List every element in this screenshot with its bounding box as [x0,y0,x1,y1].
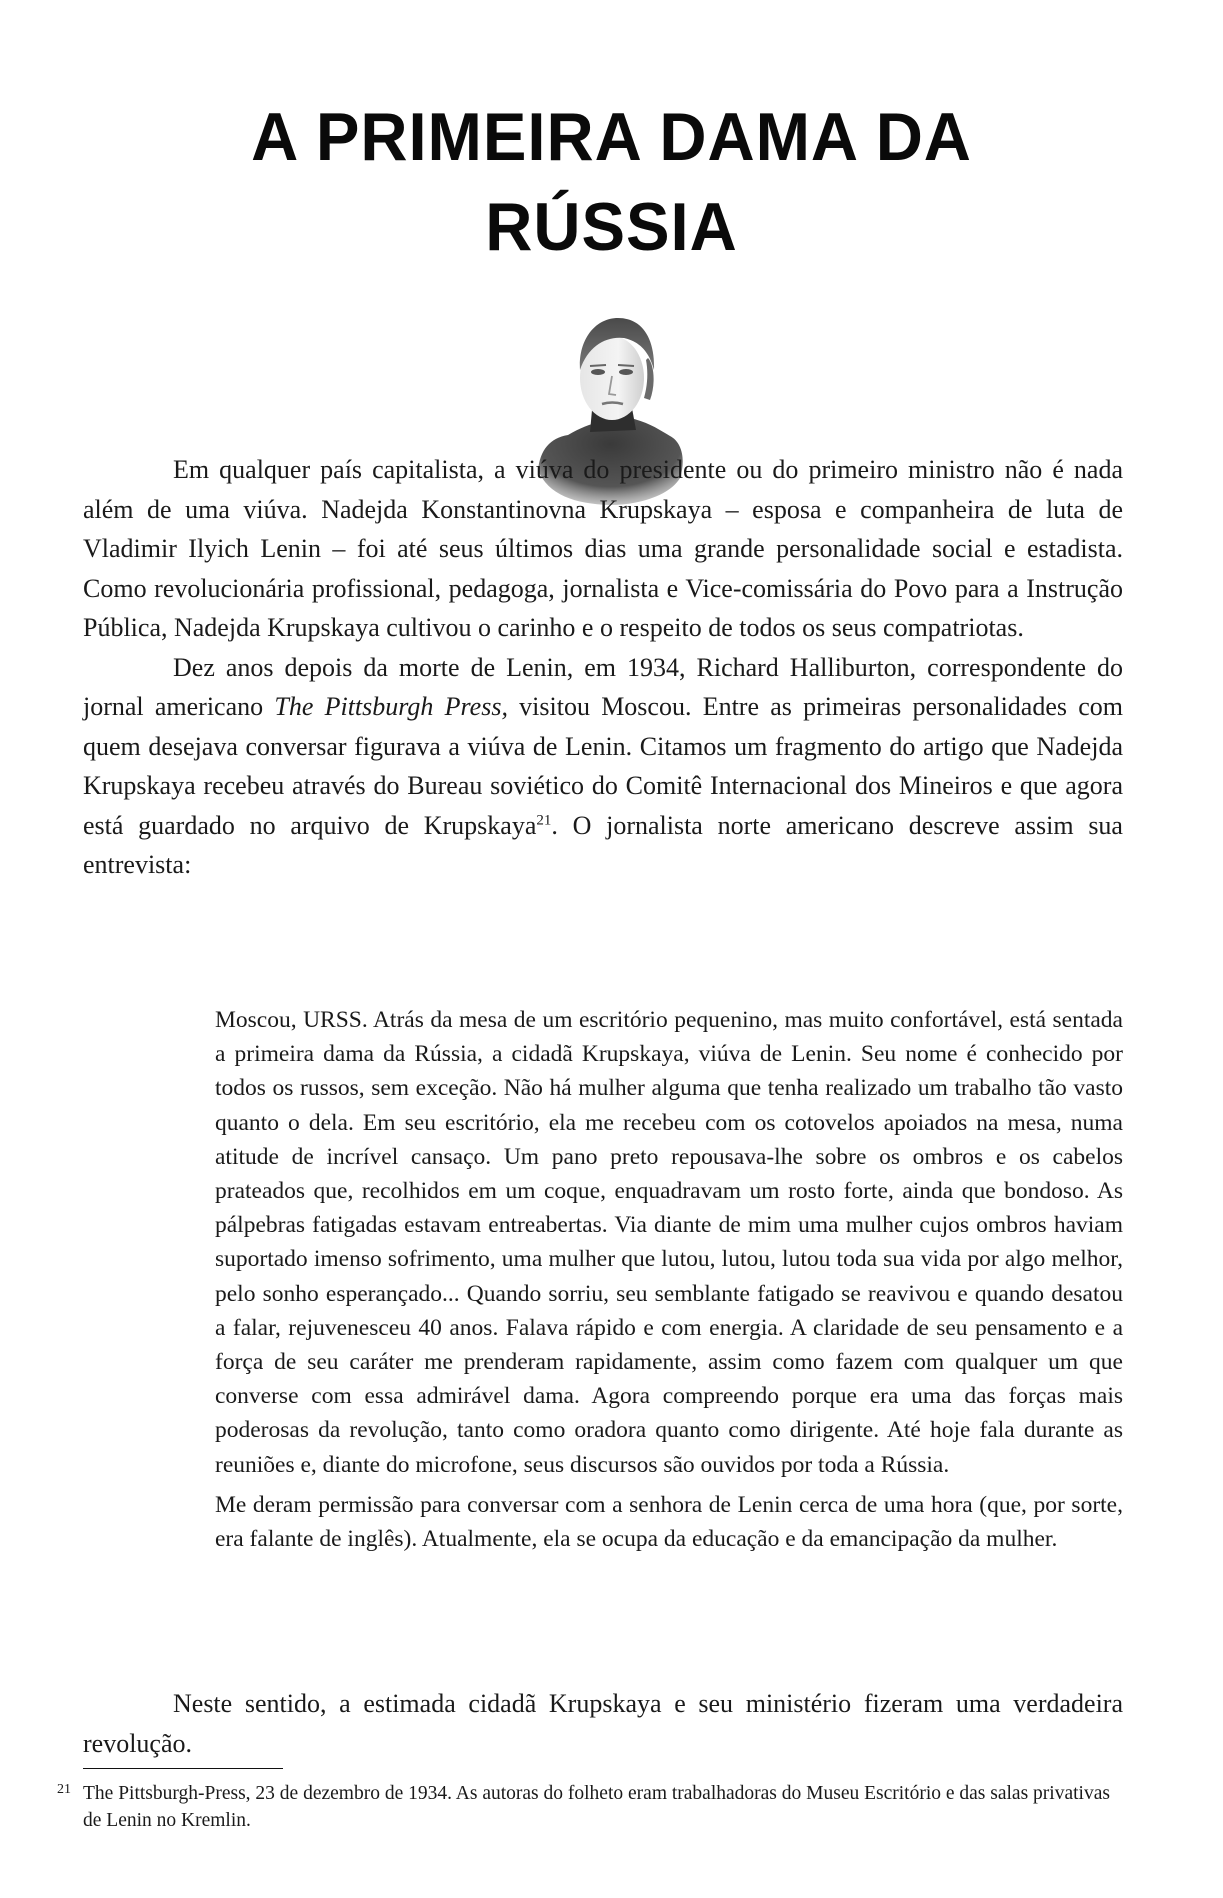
quote-paragraph-2: Me deram permissão para conversar com a senhora de Lenin cerca de uma hora (que, por sorte, era falante de inglês). Atualmente, ela se ocupa da educação e da emancipação da mulher. [215,1491,1123,1553]
paragraph-2-text-middle: visitou Moscou. Entre as primeiras personalidades com quem desejava conversar figurava a viúva de Lenin. Citamos um fragmento do artigo que Nadejda Krupskaya recebeu através do Bureau soviético do Comitê Internacional dos Mineiros e que agora está guardado no arquivo de Krupskaya [83,692,1123,840]
footnote-number: 21 [57,1782,71,1797]
paragraph-2-text-end: . O jornalista norte americano descreve assim sua entrevista: [83,810,1123,879]
paragraph-2-text-start: Dez anos depois da morte de Lenin, em 1934, Richard Halliburton, correspondente do jornal americano [83,652,1123,721]
closing-paragraph-block [83,1684,1123,1763]
footnote-text: The Pittsburgh-Press, 23 de dezembro de 1934. As autoras do folheto eram trabalhadoras do Museu Escritório e das salas privativas de Lenin no Kremlin. [83,1783,1110,1831]
intro-paragraphs [83,450,1123,885]
title-line-1: A PRIMEIRA DAMA DA [251,99,972,175]
paragraph-2 [83,648,1123,885]
block-quote [215,1003,1123,1562]
footnote [57,1780,1123,1834]
newspaper-title: The Pittsburgh Press, [274,692,508,721]
paragraph-1: Em qualquer país capitalista, a viúva do presidente ou do primeiro ministro não é nada além de uma viúva. Nadejda Konstantinovna Krupskaya – esposa e companheira de luta de Vladimir Ilyich Lenin – foi até seus últimos dias uma grande personalidade social e estadista. Como revolucionária profissional, pedagoga, jornalista e Vice-comissária do Povo para a Instrução Pública, Nadejda Krupskaya cultivou o carinho e o respeito de todos os seus compatriotas. [83,455,1123,642]
paragraph-3: Neste sentido, a estimada cidadã Krupskaya e seu ministério fizeram uma verdadeira revolução. [83,1689,1123,1758]
title-line-2: RÚSSIA [485,189,738,265]
footnote-divider [83,1768,283,1769]
page-title [24,92,1198,272]
quote-paragraph-1: Moscou, URSS. Atrás da mesa de um escritório pequenino, mas muito confortável, está sentada a primeira dama da Rússia, a cidadã Krupskaya, viúva de Lenin. Seu nome é conhecido por todos os russos, sem exceção. Não há mulher alguma que tenha realizado um trabalho tão vasto quanto o dela. Em seu escritório, ela me recebeu com os cotovelos apoiados na mesa, numa atitude de incrível cansaço. Um pano preto repousava-lhe sobre os ombros e os cabelos prateados que, recolhidos em um coque, enquadravam um rosto forte, ainda que bondoso. As pálpebras fatigadas estavam entreabertas. Via diante de mim uma mulher cujos ombros haviam suportado imenso sofrimento, uma mulher que lutou, lutou, lutou toda sua vida por algo melhor, pelo sonho esperançado... Quando sorriu, seu semblante fatigado se reavivou e quando desatou a falar, rejuvenesceu 40 anos. Falava rápido e com energia. A claridade de seu pensamento e a força de seu caráter me prenderam rapidamente, assim como fazem com qualquer um que converse com essa admirável dama. Agora compreendo porque era uma das forças mais poderosas da revolução, tanto como oradora quanto como dirigente. Até hoje fala durante as reuniões e, diante do microfone, seus discursos são ouvidos por toda a Rússia. [215,1007,1123,1478]
footnote-reference[interactable]: 21 [536,811,552,828]
